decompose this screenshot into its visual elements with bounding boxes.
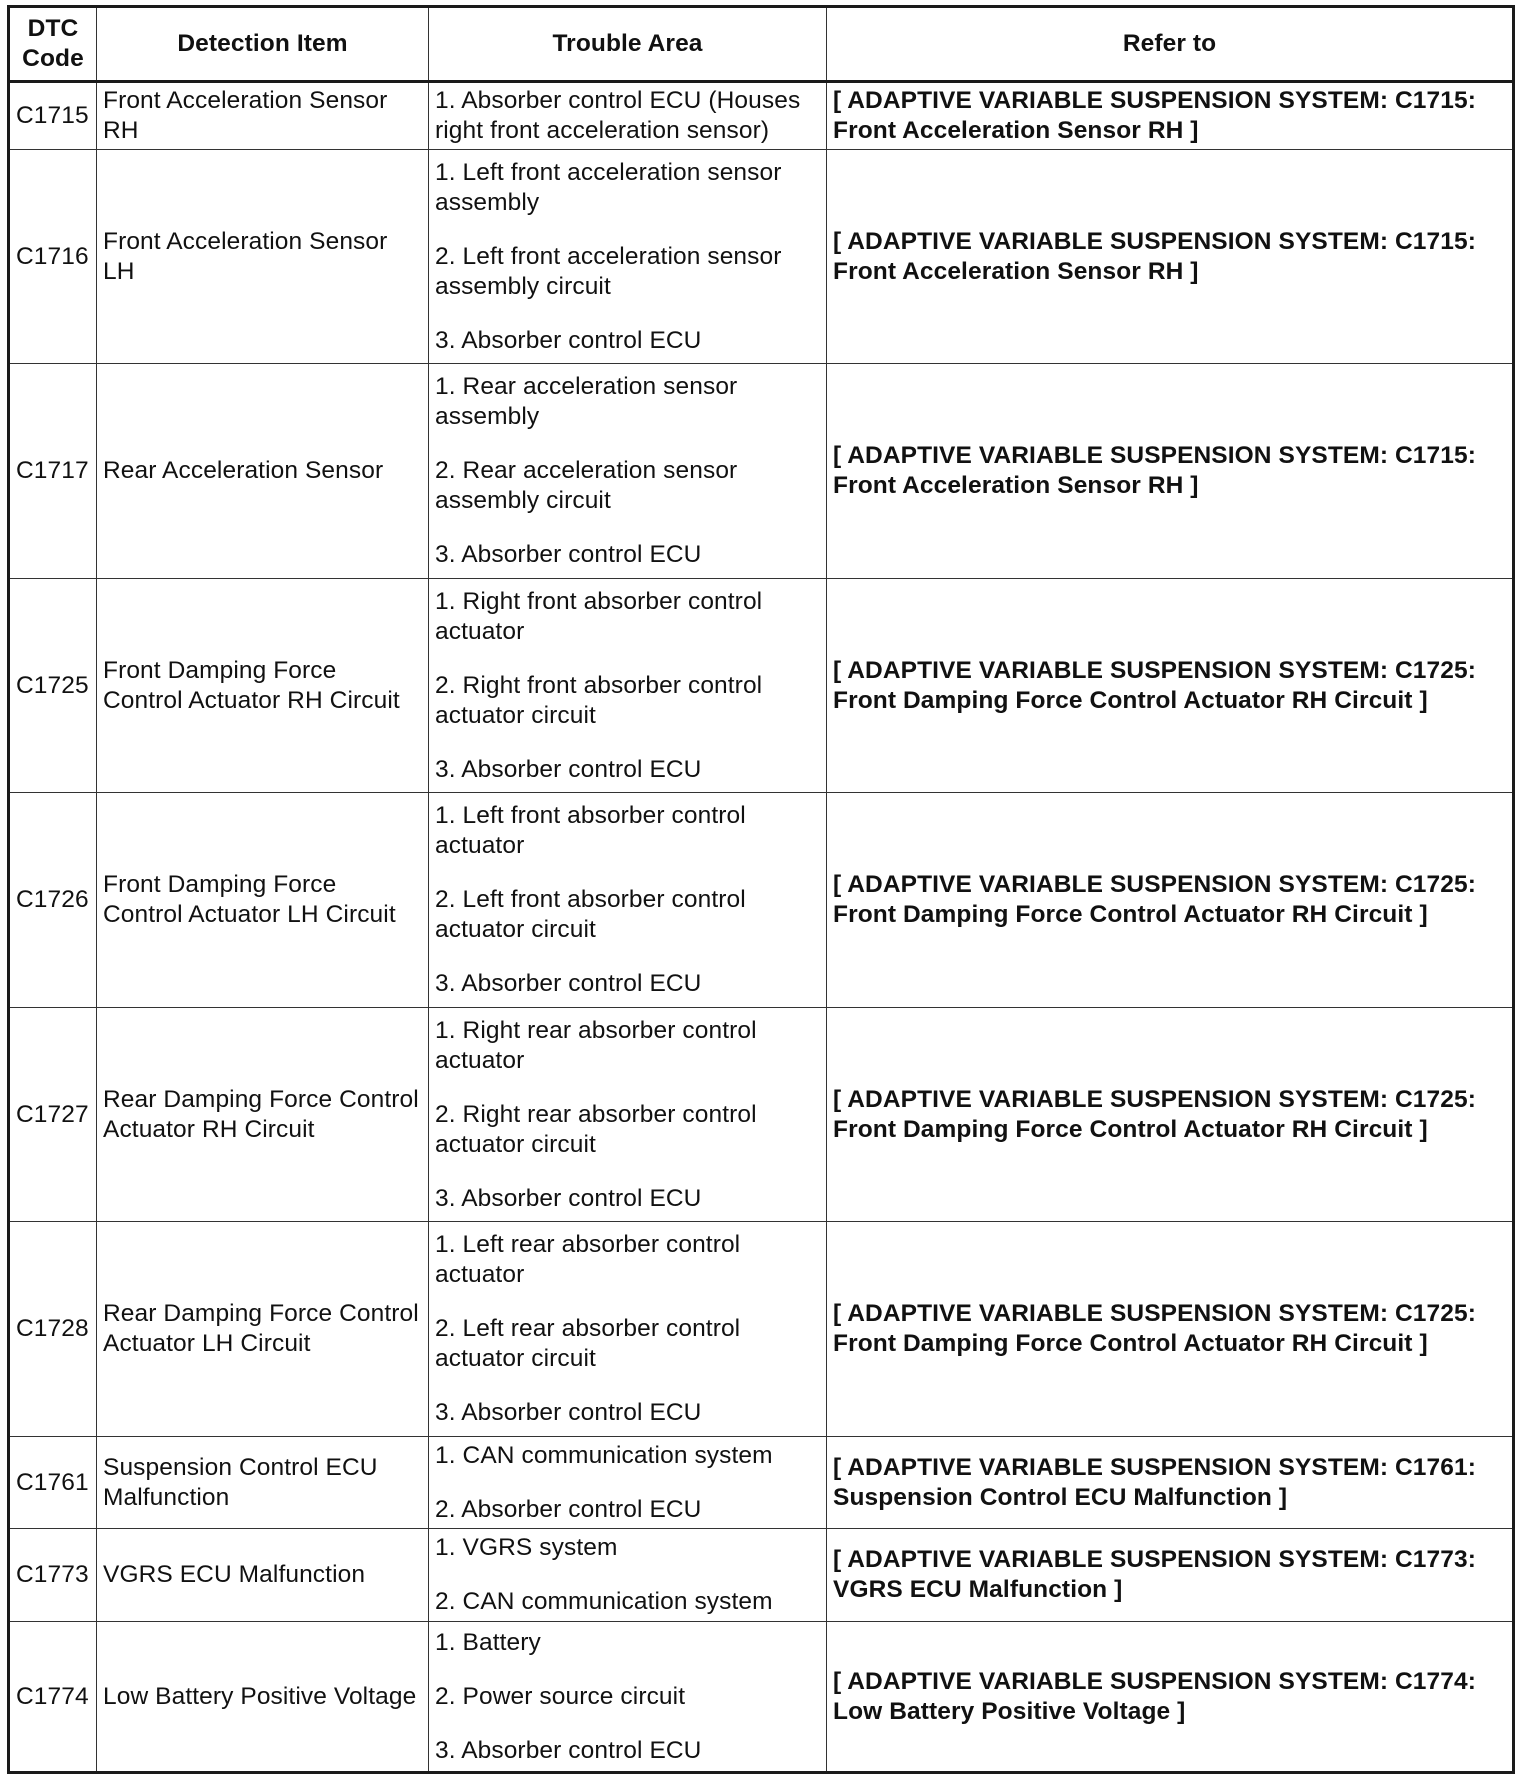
- trouble-area-item: 3. Absorber control ECU: [435, 326, 702, 354]
- refer-to-link[interactable]: [ ADAPTIVE VARIABLE SUSPENSION SYSTEM: C1725: Front Damping Force Control Actuator RH Circuit ]: [827, 1007, 1514, 1221]
- detection-item-cell: Suspension Control ECU Malfunction: [97, 1436, 429, 1529]
- table-row: [9, 82, 1514, 150]
- dtc-code-cell: C1728: [9, 1222, 97, 1436]
- detection-item-cell: VGRS ECU Malfunction: [97, 1529, 429, 1622]
- header-refer-to: Refer to: [827, 7, 1514, 82]
- dtc-code-cell: C1716: [9, 149, 97, 363]
- trouble-area-item: 3. Absorber control ECU: [435, 1398, 702, 1426]
- trouble-area-item: 3. Absorber control ECU: [435, 755, 702, 783]
- trouble-area-cell: [429, 149, 827, 363]
- table-header-row: [9, 7, 1514, 82]
- trouble-area-item: 1. CAN communication system: [435, 1441, 773, 1469]
- trouble-area-item: 1. VGRS system: [435, 1534, 618, 1562]
- table-row: [9, 1436, 1514, 1529]
- trouble-area-item: 2. Absorber control ECU: [435, 1495, 702, 1523]
- table-body: [9, 82, 1514, 1773]
- dtc-table: [7, 5, 1515, 1774]
- detection-item-cell: Front Acceleration Sensor RH: [97, 82, 429, 150]
- table-row: [9, 793, 1514, 1007]
- table-row: [9, 578, 1514, 792]
- table-row: [9, 1007, 1514, 1221]
- detection-item-cell: Rear Damping Force Control Actuator LH Circuit: [97, 1222, 429, 1436]
- trouble-area-item: 2. Rear acceleration sensor assembly circuit: [435, 457, 738, 515]
- header-detection-item: Detection Item: [97, 7, 429, 82]
- dtc-code-cell: C1726: [9, 793, 97, 1007]
- trouble-area-item: 3. Absorber control ECU: [435, 1184, 702, 1212]
- trouble-area-item: 3. Absorber control ECU: [435, 541, 702, 569]
- detection-item-cell: Front Acceleration Sensor LH: [97, 149, 429, 363]
- trouble-area-item: 1. Left front acceleration sensor assembly: [435, 158, 782, 216]
- table-row: [9, 1529, 1514, 1622]
- header-dtc-code: [9, 7, 97, 82]
- trouble-area-item: 3. Absorber control ECU: [435, 970, 702, 998]
- trouble-area-item: 2. Left front absorber control actuator circuit: [435, 886, 746, 944]
- trouble-area-item: 2. Left rear absorber control actuator circuit: [435, 1314, 741, 1372]
- trouble-area-item: 2. Left front acceleration sensor assembly circuit: [435, 242, 782, 300]
- refer-to-link[interactable]: [ ADAPTIVE VARIABLE SUSPENSION SYSTEM: C1725: Front Damping Force Control Actuator RH Circuit ]: [827, 578, 1514, 792]
- header-dtc-code-line1: DTC: [27, 15, 79, 42]
- trouble-area-cell: [429, 1622, 827, 1773]
- trouble-area-item: 2. CAN communication system: [435, 1588, 773, 1616]
- trouble-area-item: 1. Absorber control ECU (Houses right front acceleration sensor): [435, 86, 801, 144]
- table-row: [9, 1622, 1514, 1773]
- trouble-area-item: 2. Right rear absorber control actuator circuit: [435, 1100, 757, 1158]
- refer-to-link[interactable]: [ ADAPTIVE VARIABLE SUSPENSION SYSTEM: C1774: Low Battery Positive Voltage ]: [827, 1622, 1514, 1773]
- trouble-area-item: 1. Left rear absorber control actuator: [435, 1230, 741, 1288]
- trouble-area-item: 1. Right front absorber control actuator: [435, 587, 763, 645]
- trouble-area-item: 1. Left front absorber control actuator: [435, 802, 746, 860]
- header-dtc-code-line2: Code: [22, 45, 84, 72]
- trouble-area-cell: [429, 82, 827, 150]
- trouble-area-cell: [429, 1436, 827, 1529]
- table-row: [9, 149, 1514, 363]
- refer-to-link[interactable]: [ ADAPTIVE VARIABLE SUSPENSION SYSTEM: C1725: Front Damping Force Control Actuator RH Circuit ]: [827, 793, 1514, 1007]
- table-row: [9, 364, 1514, 578]
- trouble-area-item: 1. Right rear absorber control actuator: [435, 1016, 757, 1074]
- trouble-area-item: 3. Absorber control ECU: [435, 1736, 702, 1764]
- table-row: [9, 1222, 1514, 1436]
- refer-to-link[interactable]: [ ADAPTIVE VARIABLE SUSPENSION SYSTEM: C1761: Suspension Control ECU Malfunction ]: [827, 1436, 1514, 1529]
- detection-item-cell: Rear Damping Force Control Actuator RH Circuit: [97, 1007, 429, 1221]
- detection-item-cell: Rear Acceleration Sensor: [97, 364, 429, 578]
- trouble-area-item: 2. Right front absorber control actuator circuit: [435, 671, 763, 729]
- dtc-code-cell: C1727: [9, 1007, 97, 1221]
- trouble-area-cell: [429, 793, 827, 1007]
- refer-to-link[interactable]: [ ADAPTIVE VARIABLE SUSPENSION SYSTEM: C1773: VGRS ECU Malfunction ]: [827, 1529, 1514, 1622]
- dtc-code-cell: C1725: [9, 578, 97, 792]
- trouble-area-cell: [429, 578, 827, 792]
- trouble-area-cell: [429, 1007, 827, 1221]
- header-trouble-area: Trouble Area: [429, 7, 827, 82]
- dtc-code-cell: C1761: [9, 1436, 97, 1529]
- trouble-area-cell: [429, 1529, 827, 1622]
- refer-to-link[interactable]: [ ADAPTIVE VARIABLE SUSPENSION SYSTEM: C1715: Front Acceleration Sensor RH ]: [827, 364, 1514, 578]
- trouble-area-item: 1. Rear acceleration sensor assembly: [435, 373, 738, 431]
- dtc-code-cell: C1717: [9, 364, 97, 578]
- trouble-area-cell: [429, 364, 827, 578]
- detection-item-cell: Low Battery Positive Voltage: [97, 1622, 429, 1773]
- trouble-area-item: 2. Power source circuit: [435, 1682, 686, 1710]
- trouble-area-item: 1. Battery: [435, 1628, 541, 1656]
- refer-to-link[interactable]: [ ADAPTIVE VARIABLE SUSPENSION SYSTEM: C1715: Front Acceleration Sensor RH ]: [827, 82, 1514, 150]
- refer-to-link[interactable]: [ ADAPTIVE VARIABLE SUSPENSION SYSTEM: C1715: Front Acceleration Sensor RH ]: [827, 149, 1514, 363]
- dtc-code-cell: C1715: [9, 82, 97, 150]
- dtc-code-cell: C1773: [9, 1529, 97, 1622]
- trouble-area-cell: [429, 1222, 827, 1436]
- dtc-code-cell: C1774: [9, 1622, 97, 1773]
- detection-item-cell: Front Damping Force Control Actuator LH Circuit: [97, 793, 429, 1007]
- detection-item-cell: Front Damping Force Control Actuator RH Circuit: [97, 578, 429, 792]
- dtc-table-container: [7, 5, 1515, 1774]
- refer-to-link[interactable]: [ ADAPTIVE VARIABLE SUSPENSION SYSTEM: C1725: Front Damping Force Control Actuator RH Circuit ]: [827, 1222, 1514, 1436]
